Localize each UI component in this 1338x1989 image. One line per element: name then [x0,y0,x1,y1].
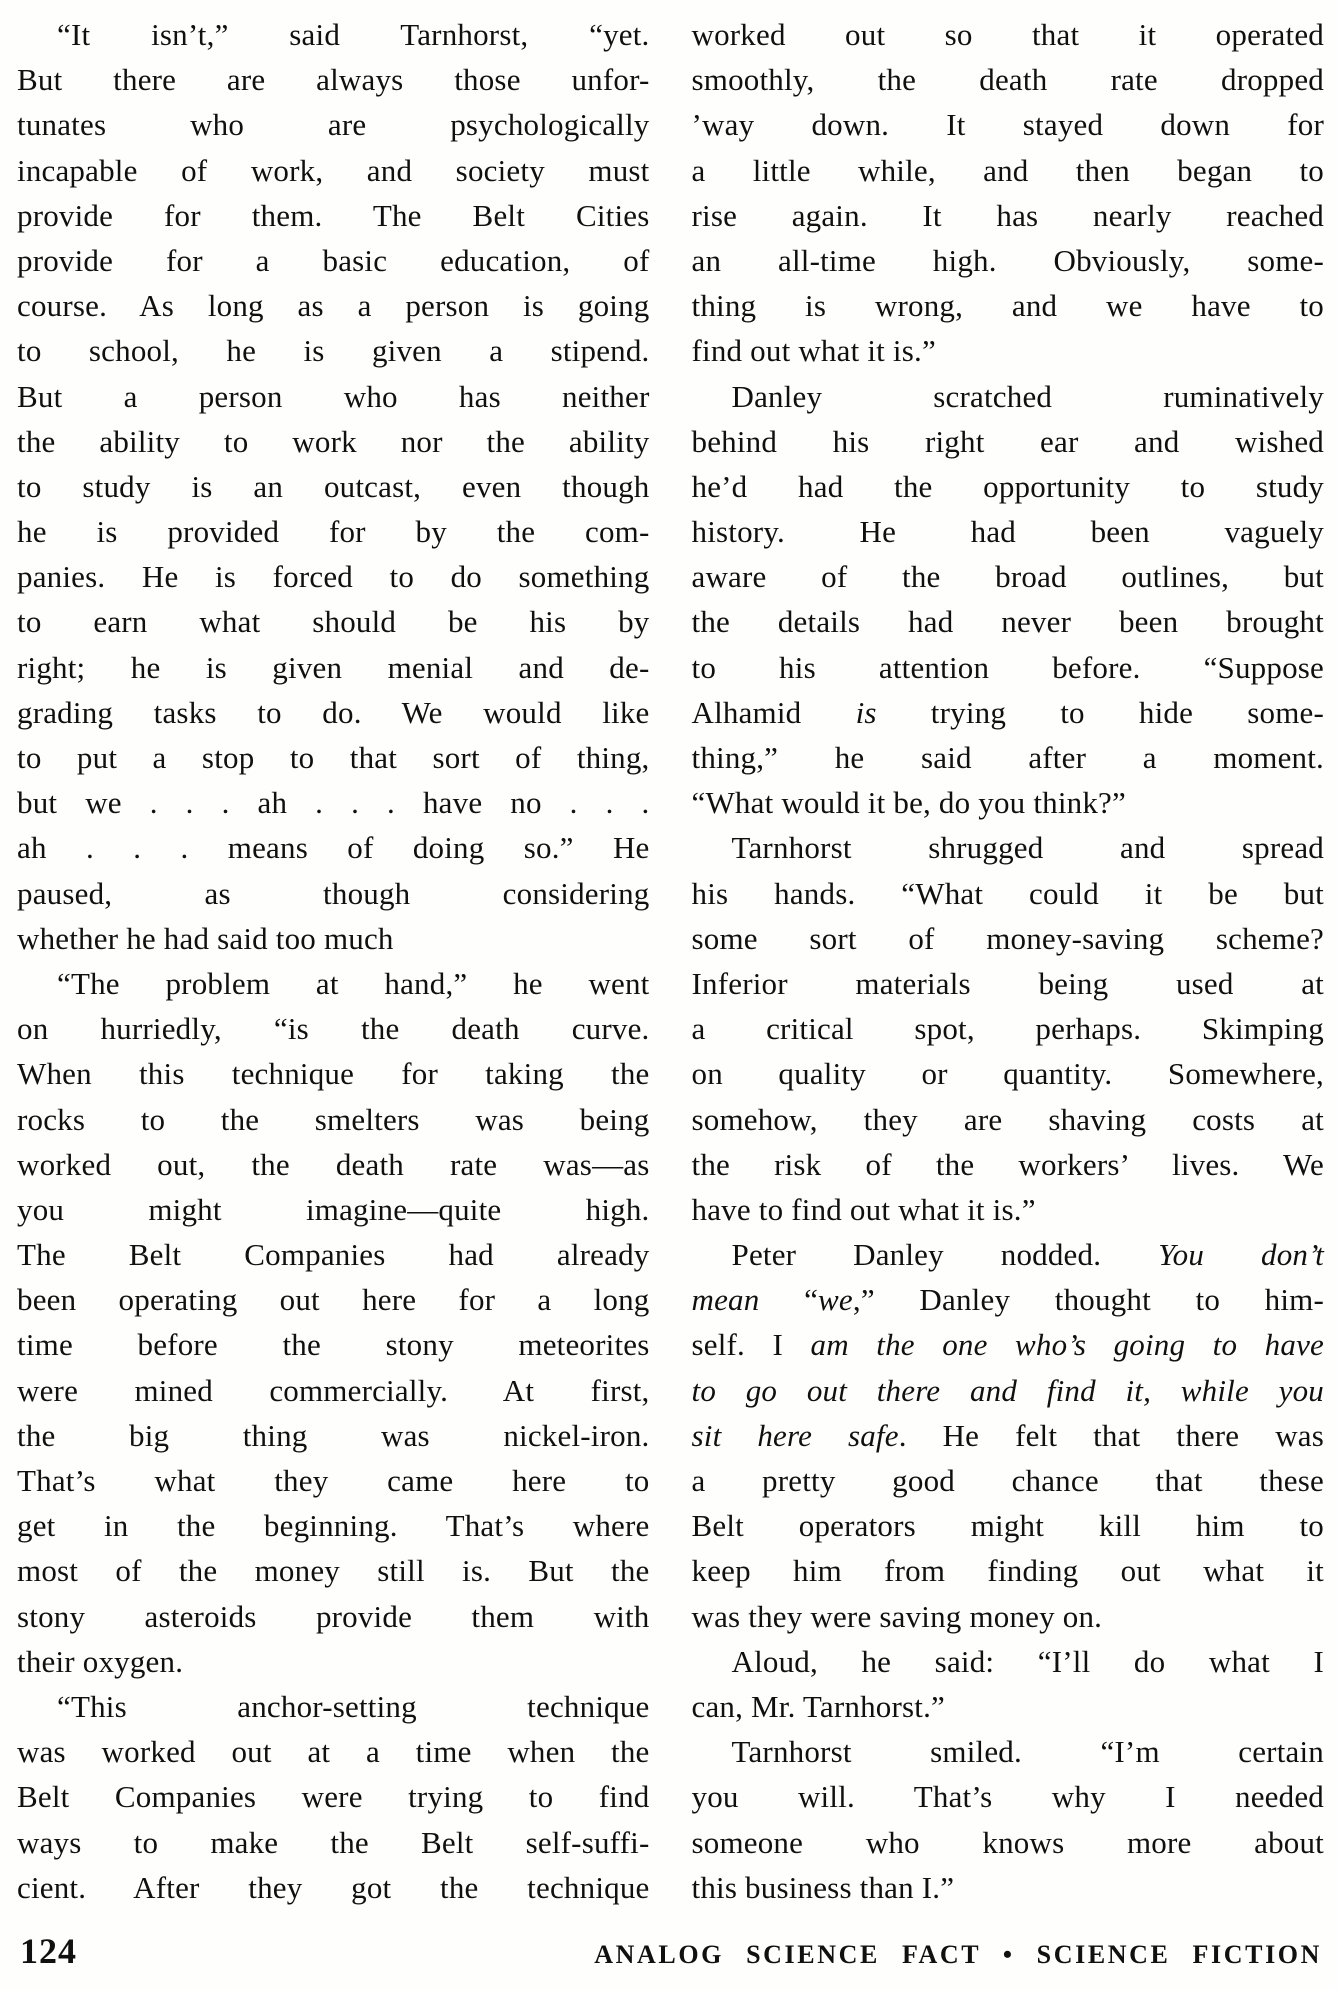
text-line: this business than I.” [691,1869,955,1905]
text-line: tunates who are psychologically [17,107,650,143]
text-line: to earn what should be his by [17,604,650,640]
text-column-right [692,12,1325,1910]
page-number: 124 [20,1931,77,1971]
text-line: a critical spot, perhaps. Skimping [691,1011,1324,1047]
text-line: can, Mr. Tarnhorst.” [691,1688,945,1724]
text-line: But a person who has neither [17,378,650,414]
text-line: sit here safe. He felt that there was [691,1417,1325,1453]
text-line: provide for a basic education, of [17,242,650,278]
text-line: to his attention before. “Suppose [691,649,1324,685]
text-line: a pretty good chance that these [691,1463,1324,1498]
text-line: worked out so that it operated [691,17,1324,52]
text-line: Tarnhorst smiled. “I’m certain [731,1734,1324,1770]
text-line: self. I am the one who’s going to have [691,1327,1324,1363]
text-line: you will. That’s why I needed [691,1779,1324,1815]
text-line: most of the money still is. But the [17,1553,650,1589]
text-line: the risk of the workers’ lives. We [691,1146,1324,1182]
text-line: “What would it be, do you think?” [691,785,1126,821]
text-line: ’way down. It stayed down for [691,107,1324,143]
text-line: Aloud, he said: “I’ll do what I [731,1643,1324,1679]
text-line: been operating out here for a long [17,1282,650,1318]
text-line: have to find out what it is.” [691,1191,1036,1227]
text-line: aware of the broad outlines, but [691,559,1324,595]
page-footer [20,1930,1322,1972]
text-line: But there are always those unfor- [17,62,650,98]
text-line: but we . . . ah . . . have no . . . [17,785,650,821]
text-line: “This anchor-setting technique [57,1688,650,1724]
text-line: smoothly, the death rate dropped [691,62,1324,98]
text-line: someone who knows more about [691,1824,1324,1860]
text-line: Inferior materials being used at [691,965,1324,1001]
text-line: to school, he is given a stipend. [17,333,650,369]
text-line: incapable of work, and society must [17,152,650,188]
text-line: he is provided for by the com- [17,514,650,550]
text-line: rise again. It has nearly reached [691,197,1324,233]
text-line: When this technique for taking the [17,1056,650,1092]
text-line: grading tasks to do. We would like [17,694,650,730]
text-line: on hurriedly, “is the death curve. [17,1011,650,1047]
text-line: his hands. “What could it be but [691,875,1324,911]
text-line: he’d had the opportunity to study [691,468,1324,504]
text-line: keep him from finding out what it [691,1553,1324,1589]
text-line: you might imagine—quite high. [17,1191,650,1227]
text-line: was worked out at a time when the [17,1734,650,1770]
text-line: their oxygen. [17,1643,184,1679]
text-line: to put a stop to that sort of thing, [17,740,650,775]
text-line: thing is wrong, and we have to [691,288,1324,324]
text-line: time before the stony meteorites [17,1327,650,1363]
text-line: thing,” he said after a moment. [691,740,1324,775]
text-line: some sort of money-saving scheme? [691,920,1324,956]
text-line: The Belt Companies had already [17,1237,650,1273]
text-line: ways to make the Belt self-suffi- [17,1824,650,1860]
text-line: Alhamid is trying to hide some- [691,694,1324,730]
text-line: history. He had been vaguely [691,514,1324,550]
text-line: right; he is given menial and de- [17,649,650,685]
text-line: That’s what they came here to [17,1463,650,1498]
text-column-left [17,12,650,1910]
text-line: find out what it is.” [691,333,936,369]
text-line: Danley scratched ruminatively [731,378,1324,414]
running-title: ANALOG SCIENCE FACT • SCIENCE FICTION [594,1940,1322,1969]
text-line: behind his right ear and wished [691,423,1324,459]
text-line: “It isn’t,” said Tarnhorst, “yet. [57,17,650,52]
text-line: provide for them. The Belt Cities [17,197,650,233]
text-line: a little while, and then began to [691,152,1324,188]
text-line: were mined commercially. At first, [17,1372,650,1408]
text-line: course. As long as a person is going [17,288,650,324]
text-line: get in the beginning. That’s where [17,1508,650,1544]
text-line: to go out there and find it, while you [691,1372,1324,1408]
text-line: mean “we,” Danley thought to him- [691,1282,1324,1318]
text-line: whether he had said too much [17,920,394,956]
text-line: the ability to work nor the ability [17,423,650,459]
text-line: ah . . . means of doing so.” He [17,830,650,866]
text-line: an all-time high. Obviously, some- [691,242,1324,278]
text-line: “The problem at hand,” he went [57,965,650,1001]
text-line: the big thing was nickel-iron. [17,1417,650,1453]
text-line: was they were saving money on. [691,1598,1103,1634]
text-line: Belt Companies were trying to find [17,1779,650,1815]
text-line: Tarnhorst shrugged and spread [731,830,1324,866]
text-line: cient. After they got the technique [17,1869,650,1905]
text-line: to study is an outcast, even though [17,468,650,504]
text-line: rocks to the smelters was being [17,1101,650,1137]
text-line: on quality or quantity. Somewhere, [691,1056,1324,1092]
text-line: panies. He is forced to do something [17,559,650,595]
text-line: the details had never been brought [691,604,1324,640]
text-line: worked out, the death rate was—as [17,1146,650,1182]
text-line: somehow, they are shaving costs at [691,1101,1324,1137]
text-line: Belt operators might kill him to [691,1508,1324,1544]
text-line: stony asteroids provide them with [17,1598,650,1634]
text-line: paused, as though considering [17,875,650,911]
text-line: Peter Danley nodded. You don’t [731,1237,1324,1273]
